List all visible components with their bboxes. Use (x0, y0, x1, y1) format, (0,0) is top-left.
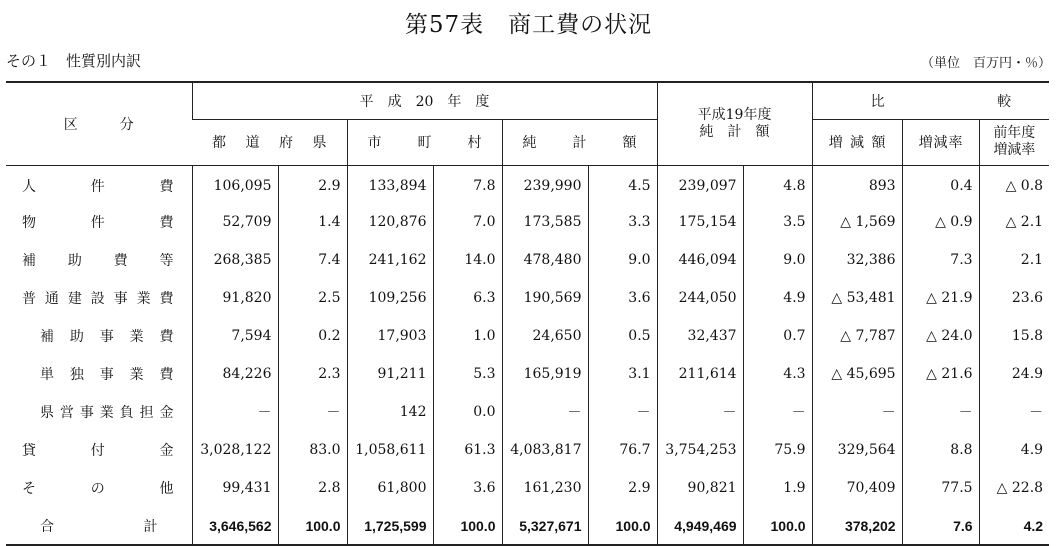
total-row (6, 507, 1049, 545)
table-cell: 24.9 (979, 355, 1049, 393)
row-label: その他 (22, 481, 174, 497)
table-cell: 14.0 (433, 241, 502, 279)
table-cell: 239,097 (657, 165, 743, 203)
table-cell: 7.4 (278, 241, 347, 279)
table-cell: － (979, 393, 1049, 431)
table-cell: △ 53,481 (812, 279, 902, 317)
table-cell: 23.6 (979, 279, 1049, 317)
table-cell: － (278, 393, 347, 431)
row-label: 単独事業費 (40, 367, 174, 383)
table-row (6, 317, 1049, 355)
table-cell: － (588, 393, 657, 431)
table-cell: 61.3 (433, 431, 502, 469)
table-cell: 4.2 (979, 507, 1049, 545)
table-cell: － (812, 393, 902, 431)
table-cell: 5,327,671 (502, 507, 588, 545)
table-cell: 378,202 (812, 507, 902, 545)
table-cell: 3.3 (588, 203, 657, 241)
net-total-header: 純計額 (502, 119, 657, 165)
table-cell: 0.2 (278, 317, 347, 355)
table-cell: 0.4 (902, 165, 979, 203)
table-cell: 99,431 (192, 469, 278, 507)
table-cell: 244,050 (657, 279, 743, 317)
table-cell: 268,385 (192, 241, 278, 279)
table-cell: 2.1 (979, 241, 1049, 279)
table-cell: 100.0 (278, 507, 347, 545)
row-label: 人件費 (22, 179, 174, 196)
table-cell: 3,646,562 (192, 507, 278, 545)
table-cell: 3.1 (588, 355, 657, 393)
table-cell: 0.0 (433, 393, 502, 431)
table-cell: △ 21.6 (902, 355, 979, 393)
table-cell: 478,480 (502, 241, 588, 279)
table-row (6, 431, 1049, 469)
table-cell: 2.8 (278, 469, 347, 507)
table-cell: 76.7 (588, 431, 657, 469)
table-cell: 211,614 (657, 355, 743, 393)
table-cell: 1,725,599 (347, 507, 433, 545)
table-cell: 0.5 (588, 317, 657, 355)
table-cell: 241,162 (347, 241, 433, 279)
table-cell: 7.6 (902, 507, 979, 545)
table-cell: － (902, 393, 979, 431)
table-subtitle: その１ 性質別内訳 (6, 52, 142, 70)
table-cell: △ 7,787 (812, 317, 902, 355)
table-cell: 239,990 (502, 165, 588, 203)
row-label: 補助事業費 (40, 329, 174, 345)
table-cell: 91,820 (192, 279, 278, 317)
table-cell: 2.9 (588, 469, 657, 507)
table-cell: 3.5 (743, 203, 812, 241)
table-row (6, 393, 1049, 431)
table-cell: 9.0 (588, 241, 657, 279)
table-cell: 3.6 (588, 279, 657, 317)
row-label: 県営事業負担金 (40, 405, 174, 421)
table-cell: 9.0 (743, 241, 812, 279)
table-cell: 77.5 (902, 469, 979, 507)
table-row (6, 279, 1049, 317)
table-cell: 161,230 (502, 469, 588, 507)
table-cell: 1.9 (743, 469, 812, 507)
table-cell: △ 21.9 (902, 279, 979, 317)
table-cell: △ 1,569 (812, 203, 902, 241)
table-cell: 91,211 (347, 355, 433, 393)
table-cell: 173,585 (502, 203, 588, 241)
table-row (6, 469, 1049, 507)
table-cell: 120,876 (347, 203, 433, 241)
table-cell: △ 2.1 (979, 203, 1049, 241)
table-cell: 3,028,122 (192, 431, 278, 469)
table-cell: 4.9 (743, 279, 812, 317)
table-cell: 3,754,253 (657, 431, 743, 469)
table-cell: 61,800 (347, 469, 433, 507)
table-cell: 7.0 (433, 203, 502, 241)
table-cell: 165,919 (502, 355, 588, 393)
table-cell: 106,095 (192, 165, 278, 203)
page-title: 第57表 商工費の状況 (404, 12, 653, 38)
row-label: 物件費 (22, 215, 174, 231)
table-cell: 3.6 (433, 469, 502, 507)
table-cell: － (502, 393, 588, 431)
table-cell: 4.3 (743, 355, 812, 393)
table-cell: － (657, 393, 743, 431)
table-cell: 100.0 (588, 507, 657, 545)
table-cell: 24,650 (502, 317, 588, 355)
row-label: 合計 (6, 507, 192, 545)
increase-rate-header: 増減率 (902, 119, 979, 165)
table-row (6, 355, 1049, 393)
table-cell: 90,821 (657, 469, 743, 507)
table-cell: － (192, 393, 278, 431)
table-cell: 75.9 (743, 431, 812, 469)
prev-year-rate-header: 前年度 増減率 (979, 119, 1049, 165)
table-cell: 190,569 (502, 279, 588, 317)
table-cell: 1.4 (278, 203, 347, 241)
table-cell: 4.9 (979, 431, 1049, 469)
table-cell: 4,949,469 (657, 507, 743, 545)
table-row (6, 165, 1049, 203)
table-cell: 893 (812, 165, 902, 203)
table-cell: 133,894 (347, 165, 433, 203)
unit-note: （単位 百万円・％） (920, 56, 1051, 71)
table-cell: 175,154 (657, 203, 743, 241)
table-cell: 6.3 (433, 279, 502, 317)
table-cell: 109,256 (347, 279, 433, 317)
table-cell: △ 24.0 (902, 317, 979, 355)
table-cell: 2.3 (278, 355, 347, 393)
table-cell: 1,058,611 (347, 431, 433, 469)
commerce-expense-table (6, 81, 1049, 546)
table-cell: 8.8 (902, 431, 979, 469)
h20-header: 平 成 20 年 度 (192, 82, 657, 119)
comparison-header: 比 較 (812, 82, 1049, 119)
table-row (6, 203, 1049, 241)
table-cell: 1.0 (433, 317, 502, 355)
table-cell: 17,903 (347, 317, 433, 355)
table-cell: 329,564 (812, 431, 902, 469)
table-cell: 7.8 (433, 165, 502, 203)
h19-header: 平成19年度 純 計 額 (657, 82, 812, 165)
table-cell: △ 45,695 (812, 355, 902, 393)
table-cell: 0.7 (743, 317, 812, 355)
row-label: 貸付金 (22, 443, 174, 459)
increase-amount-header: 増減額 (812, 119, 902, 165)
table-cell: △ 22.8 (979, 469, 1049, 507)
table-cell: 32,437 (657, 317, 743, 355)
table-cell: 142 (347, 393, 433, 431)
table-cell: 100.0 (433, 507, 502, 545)
table-cell: 4.8 (743, 165, 812, 203)
row-label: 普通建設事業費 (22, 291, 174, 307)
table-cell: 7.3 (902, 241, 979, 279)
table-cell: 70,409 (812, 469, 902, 507)
table-cell: 2.5 (278, 279, 347, 317)
table-row (6, 241, 1049, 279)
table-cell: 4,083,817 (502, 431, 588, 469)
table-cell: △ 0.9 (902, 203, 979, 241)
table-cell: 84,226 (192, 355, 278, 393)
table-cell: 5.3 (433, 355, 502, 393)
municipality-header: 市町村 (347, 119, 502, 165)
table-cell: － (743, 393, 812, 431)
table-cell: 83.0 (278, 431, 347, 469)
row-label-header: 区 分 (6, 82, 192, 165)
table-cell: 2.9 (278, 165, 347, 203)
prefecture-header: 都道府県 (192, 119, 347, 165)
table-cell: 100.0 (743, 507, 812, 545)
table-cell: △ 0.8 (979, 165, 1049, 203)
table-cell: 52,709 (192, 203, 278, 241)
table-cell: 446,094 (657, 241, 743, 279)
table-cell: 7,594 (192, 317, 278, 355)
table-cell: 32,386 (812, 241, 902, 279)
row-label: 補助費等 (22, 253, 174, 269)
table-cell: 15.8 (979, 317, 1049, 355)
table-cell: 4.5 (588, 165, 657, 203)
